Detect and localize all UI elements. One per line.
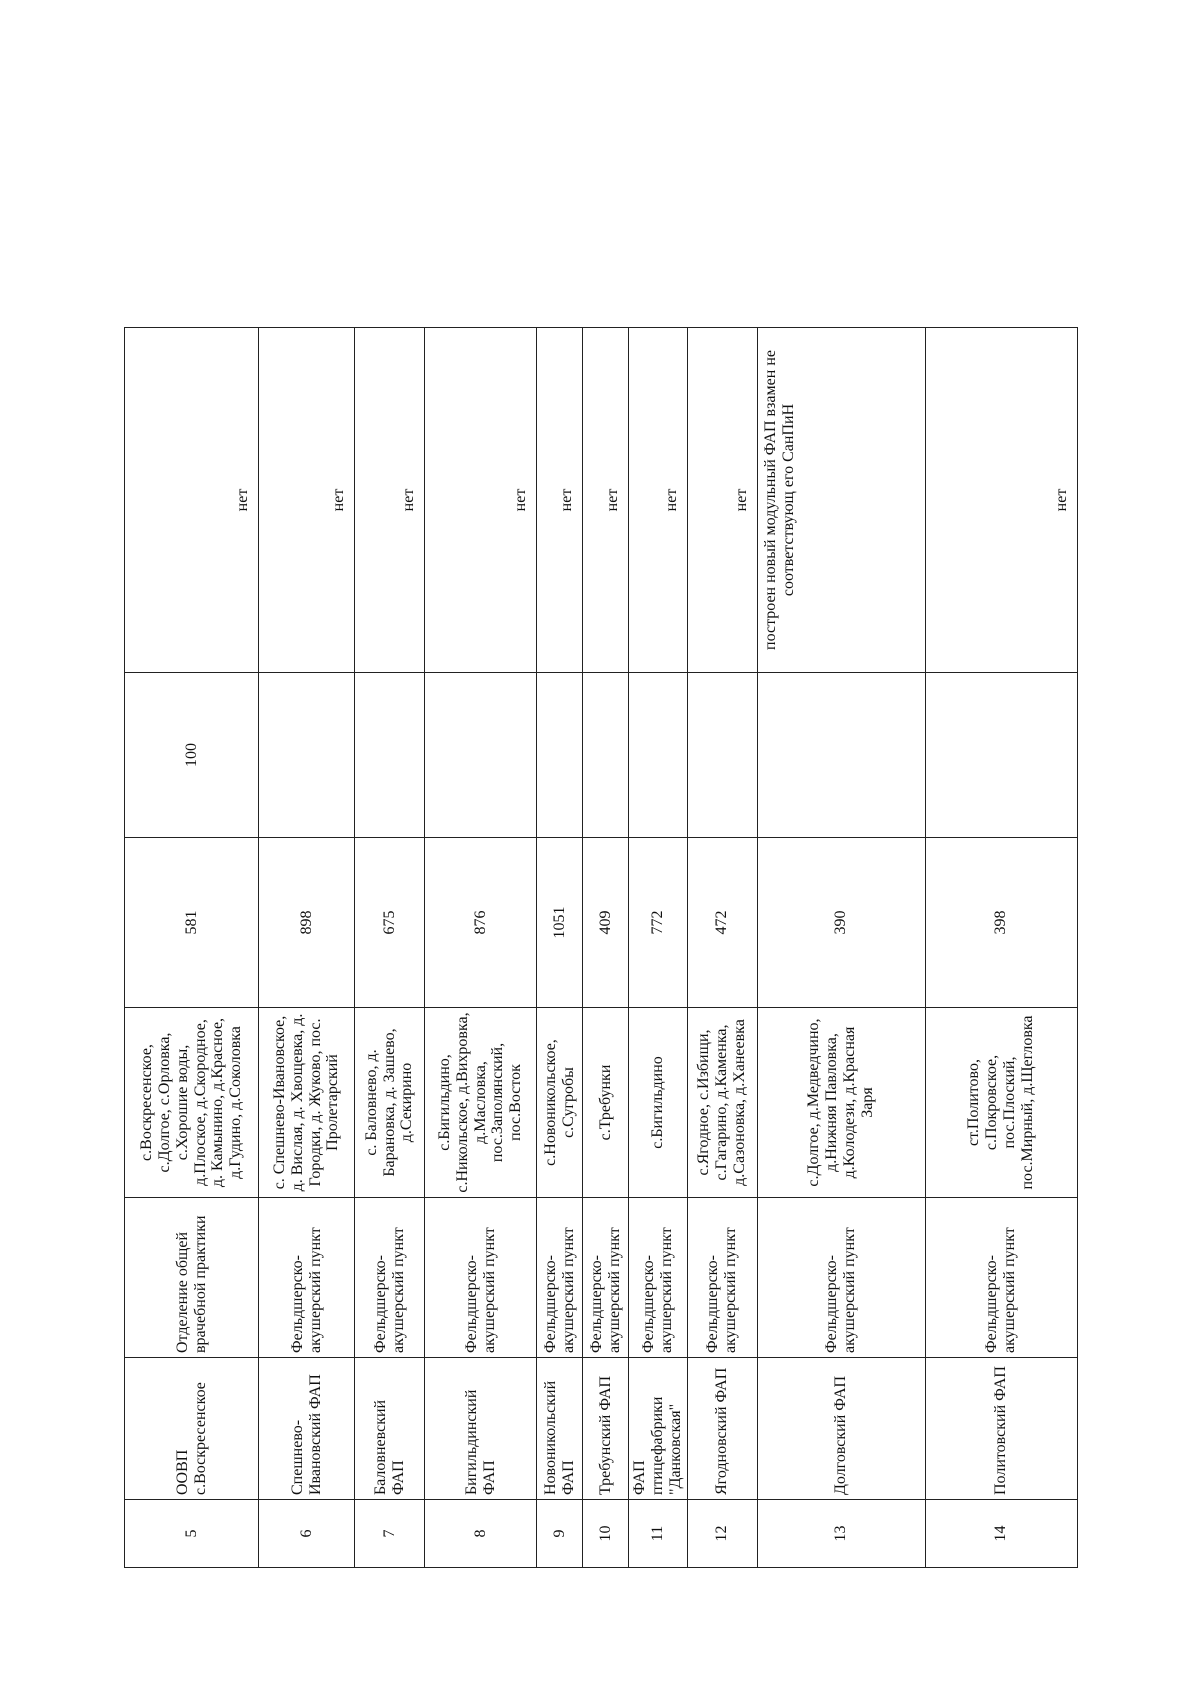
table-row [629,328,688,1568]
facility-name: Спешнево-Ивановский ФАП [259,1358,355,1500]
settlements: с.Воскресенское, с.Долгое, с.Орловка, с.Хорошие воды, д.Плоское, д.Скородное, д. Камынино, д.Красное, д.Гудино, д.Соколовка [125,1008,259,1198]
count-value [757,673,925,838]
table-row [259,328,355,1568]
note: нет [425,328,537,673]
facility-type: Фельдшерско-акушерский пункт [687,1198,757,1358]
facility-name: Ягодновский ФАП [687,1358,757,1500]
table-row [425,328,537,1568]
population: 876 [425,838,537,1008]
facility-name: Долговский ФАП [757,1358,925,1500]
note: нет [629,328,688,673]
count-value [583,673,629,838]
table-row [583,328,629,1568]
facility-name: Политовский ФАП [925,1358,1077,1500]
settlements: с.Бигильдино [629,1008,688,1198]
population: 581 [125,838,259,1008]
population: 409 [583,838,629,1008]
count-value [355,673,425,838]
row-number: 6 [259,1500,355,1568]
table-row [925,328,1077,1568]
row-number: 5 [125,1500,259,1568]
row-number: 7 [355,1500,425,1568]
population: 675 [355,838,425,1008]
population: 772 [629,838,688,1008]
table-row [355,328,425,1568]
note: нет [583,328,629,673]
facility-name: ФАП птицефабрики "Данковская" [629,1358,688,1500]
row-number: 12 [687,1500,757,1568]
note: нет [355,328,425,673]
facility-type: Фельдшерско-акушерский пункт [629,1198,688,1358]
count-value: 100 [125,673,259,838]
count-value [687,673,757,838]
facility-type: Фельдшерско-акушерский пункт [757,1198,925,1358]
row-number: 10 [583,1500,629,1568]
facility-type: Отделение общей врачебной практики [125,1198,259,1358]
table-row [757,328,925,1568]
settlements: с. Спешнево-Ивановское, д. Вислая, д. Хвощевка, д. Городки, д. Жуково, пос. Пролетарский [259,1008,355,1198]
rotated-page [124,328,1070,1568]
table-row [537,328,583,1568]
count-value [629,673,688,838]
settlements: с.Новоникольское, с.Сугробы [537,1008,583,1198]
settlements: с.Бигильдино, с.Никольское, д.Вихровка, д.Масловка, пос.Заполянский, пос.Восток [425,1008,537,1198]
population: 472 [687,838,757,1008]
facility-type: Фельдшерско-акушерский пункт [583,1198,629,1358]
row-number: 14 [925,1500,1077,1568]
facility-type: Фельдшерско-акушерский пункт [925,1198,1077,1358]
table-row [125,328,259,1568]
population: 1051 [537,838,583,1008]
settlements: с.Требунки [583,1008,629,1198]
facility-type: Фельдшерско-акушерский пункт [259,1198,355,1358]
row-number: 9 [537,1500,583,1568]
facility-name: Бигильдинский ФАП [425,1358,537,1500]
facility-type: Фельдшерско-акушерский пункт [355,1198,425,1358]
settlements: ст.Политово, с.Покровское, пос.Плоский, пос.Мирный, д.Щегловка [925,1008,1077,1198]
note: нет [259,328,355,673]
note: нет [687,328,757,673]
facility-name: Новоникольский ФАП [537,1358,583,1500]
population: 398 [925,838,1077,1008]
count-value [425,673,537,838]
note: нет [925,328,1077,673]
facility-name: ООВП с.Воскресенское [125,1358,259,1500]
row-number: 8 [425,1500,537,1568]
count-value [537,673,583,838]
note: нет [125,328,259,673]
fap-table [124,327,1078,1568]
facility-type: Фельдшерско-акушерский пункт [425,1198,537,1358]
count-value [925,673,1077,838]
settlements: с. Баловнево, д. Барановка, д. Зашево, д.Секирино [355,1008,425,1198]
row-number: 11 [629,1500,688,1568]
table-row [687,328,757,1568]
note: нет [537,328,583,673]
facility-type: Фельдшерско-акушерский пункт [537,1198,583,1358]
facility-name: Требунский ФАП [583,1358,629,1500]
settlements: с.Долгое, д.Медведчино, д.Нижняя Павловка, д.Колодези, д.Красная Заря [757,1008,925,1198]
population: 390 [757,838,925,1008]
note: построен новый модульный ФАП взамен не соответствующ его СанПиН [757,328,925,673]
facility-name: Баловневский ФАП [355,1358,425,1500]
count-value [259,673,355,838]
settlements: с.Ягодное, с.Избищи, с.Гагарино, д.Каменка, д.Сазоновка, д.Ханеевка [687,1008,757,1198]
population: 898 [259,838,355,1008]
row-number: 13 [757,1500,925,1568]
